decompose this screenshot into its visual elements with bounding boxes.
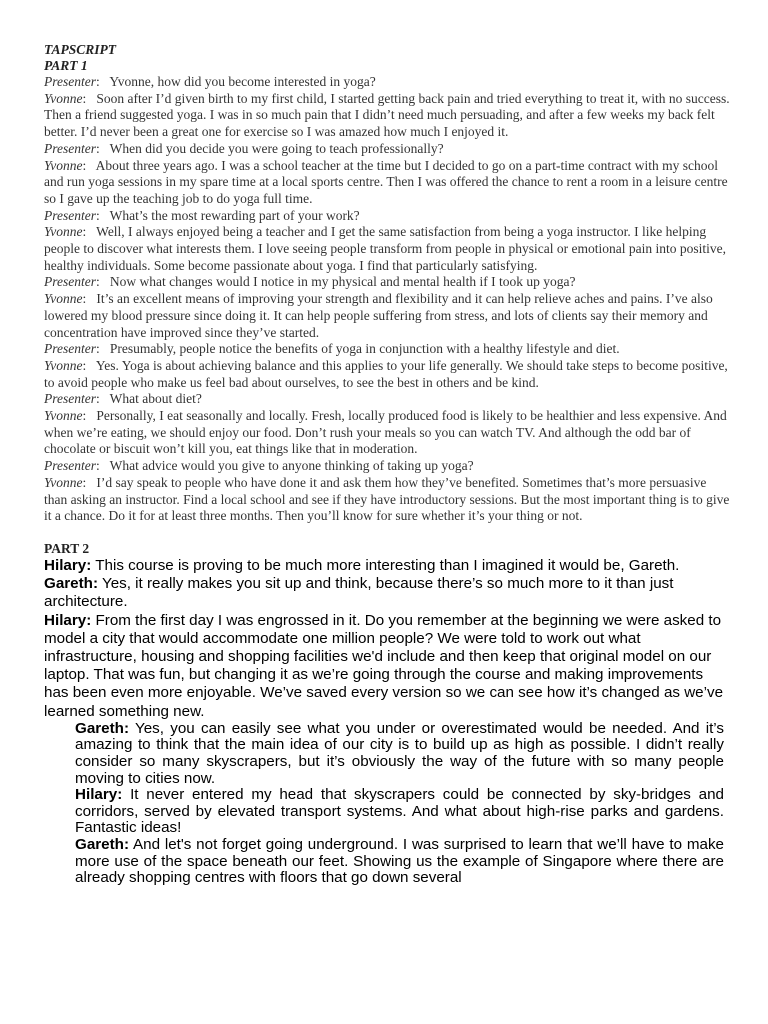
speaker-name: Gareth: — [75, 835, 130, 853]
dialogue-line — [75, 837, 724, 887]
dialogue-line: Yvonne: Personally, I eat seasonally and locally. Fresh, locally produced food is likely to be healthier and less expensive. And when we’re eating, we should enjoy our food. Don’t rush your meals so you can watch TV. And although the odd bar of chocolate or biscuit won’t kill you, eat things like that in moderation. — [44, 408, 727, 457]
dialogue-line — [75, 787, 724, 837]
speaker-name: Gareth: — [44, 575, 99, 593]
speaker-name: Presenter — [44, 391, 96, 407]
dialogue-line: Yvonne: Soon after I’d given birth to my first child, I started getting back pain and tried everything to treat it, with no success. Then a friend suggested yoga. I was in so much pain that I didn’t need much persuading, and after a few weeks my back felt better. I’d never been a great one for exercise so I was amazed how much I enjoyed it. — [44, 90, 730, 140]
dialogue-line — [44, 557, 730, 575]
speaker-name: Presenter — [44, 140, 96, 156]
dialogue-text: About three years ago. I was a school teacher at the time but I decided to go on a part-time contract with my school and run yoga sessions in my spare time at a local sports centre. Then I was offered the chance to rent a room in a leisure centre so I gave up the teaching job to do yoga full time. — [44, 157, 728, 206]
speaker-name: Yvonne — [44, 224, 83, 240]
speaker-name: Yvonne — [44, 357, 83, 373]
dialogue-text: I’d say speak to people who have done it and ask them how they’ve benefited. Sometimes that’s more persuasive than asking an instructor. Find a local school and see if they have introductory sessions. But the most important thing is to give it a chance. Do it for at least three months. Then you’ll know for sure whether it’s your thing or not. — [44, 474, 730, 524]
dialogue-line: Presenter: What advice would you give to anyone thinking of taking up yoga? — [44, 458, 474, 474]
speaker-name: Yvonne — [44, 474, 83, 490]
speaker-name: Yvonne — [44, 408, 83, 424]
dialogue-text: What’s the most rewarding part of your work? — [109, 207, 360, 223]
dialogue-text: From the first day I was engrossed in it. Do you remember at the beginning we were asked to model a city that would accommodate one million people? We were told to work out what infrastructure, housing and shopping facilities we'd include and then keep that original model on our laptop. That was fun, but changing it as we’re going through the course and making improvements has been even more enjoyable. We’ve saved every version so we can see how it’s changed as we’ve learned something new. — [44, 611, 724, 720]
dialogue-text: What about diet? — [109, 391, 202, 407]
dialogue-text: Presumably, people notice the benefits of yoga in conjunction with a healthy lifestyle and diet. — [109, 341, 620, 357]
dialogue-line: Yvonne: I’d say speak to people who have done it and ask them how they’ve benefited. Sometimes that’s more persuasive than asking an instructor. Find a local school and see if they have introductory sessions. But the most important thing is to give it a chance. Do it for at least three months. Then you’ll know for sure whether it’s your thing or not. — [44, 474, 730, 524]
dialogue-line — [44, 575, 730, 611]
dialogue-text: Personally, I eat seasonally and locally. Fresh, locally produced food is likely to be healthier and less expensive. And when we’re eating, we should enjoy our food. Don’t rush your meals so you can watch TV. And although the odd bar of chocolate or biscuit won’t kill you, eat things like that in moderation. — [44, 408, 727, 457]
speaker-name: Hilary: — [75, 786, 123, 804]
dialogue-line: Presenter: When did you decide you were going to teach professionally? — [44, 140, 444, 156]
speaker-name: Hilary: — [44, 611, 92, 629]
dialogue-line: Yvonne: About three years ago. I was a school teacher at the time but I decided to go on a part-time contract with my school and run yoga sessions in my spare time at a local sports centre. Then I was offered the chance to rent a room in a leisure centre so I gave up the teaching job to do yoga full time. — [44, 157, 728, 206]
speaker-name: Gareth: — [75, 719, 130, 737]
dialogue-text: Now what changes would I notice in my physical and mental health if I took up yoga? — [109, 274, 576, 290]
part2-title: PART 2 — [44, 540, 90, 556]
dialogue-line: Yvonne: It’s an excellent means of improving your strength and flexibility and it can help relieve aches and pains. I’ve also lowered my blood pressure since doing it. It can help people suffering from stress, and lots of clients say their memory and concentration have improved since they’ve started. — [44, 291, 713, 340]
speaker-name: Yvonne — [44, 291, 83, 307]
speaker-name: Yvonne — [44, 90, 83, 106]
speaker-name: Presenter — [44, 341, 96, 357]
dialogue-text: It never entered my head that skyscrapers could be connected by sky-bridges and corridors, served by elevated transport systems. And what about high-rise parks and gardens. Fantastic ideas! — [75, 786, 724, 837]
dialogue-text: What advice would you give to anyone thinking of taking up yoga? — [109, 458, 474, 474]
speaker-name: Presenter — [44, 207, 96, 223]
dialogue-line: Yvonne: Well, I always enjoyed being a teacher and I get the same satisfaction from being a yoga instructor. I like helping people to discover what interests them. I love seeing people transform from people in physical or emotional pain into positive, healthy individuals. Some become passionate about yoga. I find that particularly satisfying. — [44, 224, 726, 273]
part2-dialogue — [44, 557, 730, 887]
dialogue-text: Yes. Yoga is about achieving balance and this applies to your life generally. We should take steps to become positive, to avoid people who make us feel bad about ourselves, to see the best in others and be kind. — [44, 357, 728, 390]
dialogue-text: Well, I always enjoyed being a teacher and I get the same satisfaction from being a yoga instructor. I like helping people to discover what interests them. I love seeing people transform from people in physical or emotional pain into positive, healthy individuals. Some become passionate about yoga. I find that particularly satisfying. — [44, 224, 726, 273]
dialogue-text: It’s an excellent means of improving your strength and flexibility and it can help relieve aches and pains. I’ve also lowered my blood pressure since doing it. It can help people suffering from stress, and lots of clients say their memory and concentration have improved since they’ve started. — [44, 291, 713, 340]
dialogue-line — [44, 612, 730, 721]
dialogue-line: Presenter: Presumably, people notice the benefits of yoga in conjunction with a healthy lifestyle and diet. — [44, 341, 620, 357]
dialogue-text: Soon after I’d given birth to my first child, I started getting back pain and tried everything to treat it, with no success. Then a friend suggested yoga. I was in so much pain that I didn’t need much persuading, and after a few weeks my back felt better. I’d never been a great one for exercise so I was amazed how much I enjoyed it. — [44, 90, 730, 140]
dialogue-line: Presenter: Yvonne, how did you become interested in yoga? — [44, 74, 376, 89]
dialogue-line: Presenter: What about diet? — [44, 391, 202, 407]
dialogue-line: Presenter: Now what changes would I notice in my physical and mental health if I took up yoga? — [44, 274, 576, 290]
dialogue-text: When did you decide you were going to teach professionally? — [109, 140, 444, 156]
dialogue-line: Presenter: What’s the most rewarding part of your work? — [44, 207, 360, 223]
document-heading: TAPSCRIPT — [44, 42, 117, 57]
speaker-name: Hilary: — [44, 556, 92, 574]
part1-dialogue — [44, 74, 730, 525]
speaker-name: Yvonne — [44, 157, 83, 173]
tapscript-page — [44, 42, 730, 887]
dialogue-text: Yes, it really makes you sit up and think, because there’s so much more to it than just architecture. — [44, 575, 674, 611]
dialogue-text: And let's not forget going underground. I was surprised to learn that we’ll have to make more use of the space beneath our feet. Showing us the example of Singapore where there are already shopping centres with floors that go down several — [75, 835, 724, 887]
dialogue-text: Yes, you can easily see what you under or overestimated would be needed. And it’s amazing to think that the main idea of our city is to build up as high as possible. I didn’t really consider so many skyscrapers, but it’s obviously the way of the future with so many people moving to cities now. — [75, 719, 725, 787]
speaker-name: Presenter — [44, 274, 96, 290]
dialogue-text: This course is proving to be much more interesting than I imagined it would be, Gareth. — [95, 556, 680, 574]
dialogue-line: Yvonne: Yes. Yoga is about achieving balance and this applies to your life generally. We should take steps to become positive, to avoid people who make us feel bad about ourselves, to see the best in others and be kind. — [44, 357, 728, 390]
dialogue-line — [75, 721, 724, 787]
speaker-name: Presenter — [44, 458, 96, 474]
speaker-name: Presenter — [44, 74, 96, 89]
part1-title: PART 1 — [44, 58, 88, 73]
dialogue-text: Yvonne, how did you become interested in yoga? — [109, 74, 376, 89]
